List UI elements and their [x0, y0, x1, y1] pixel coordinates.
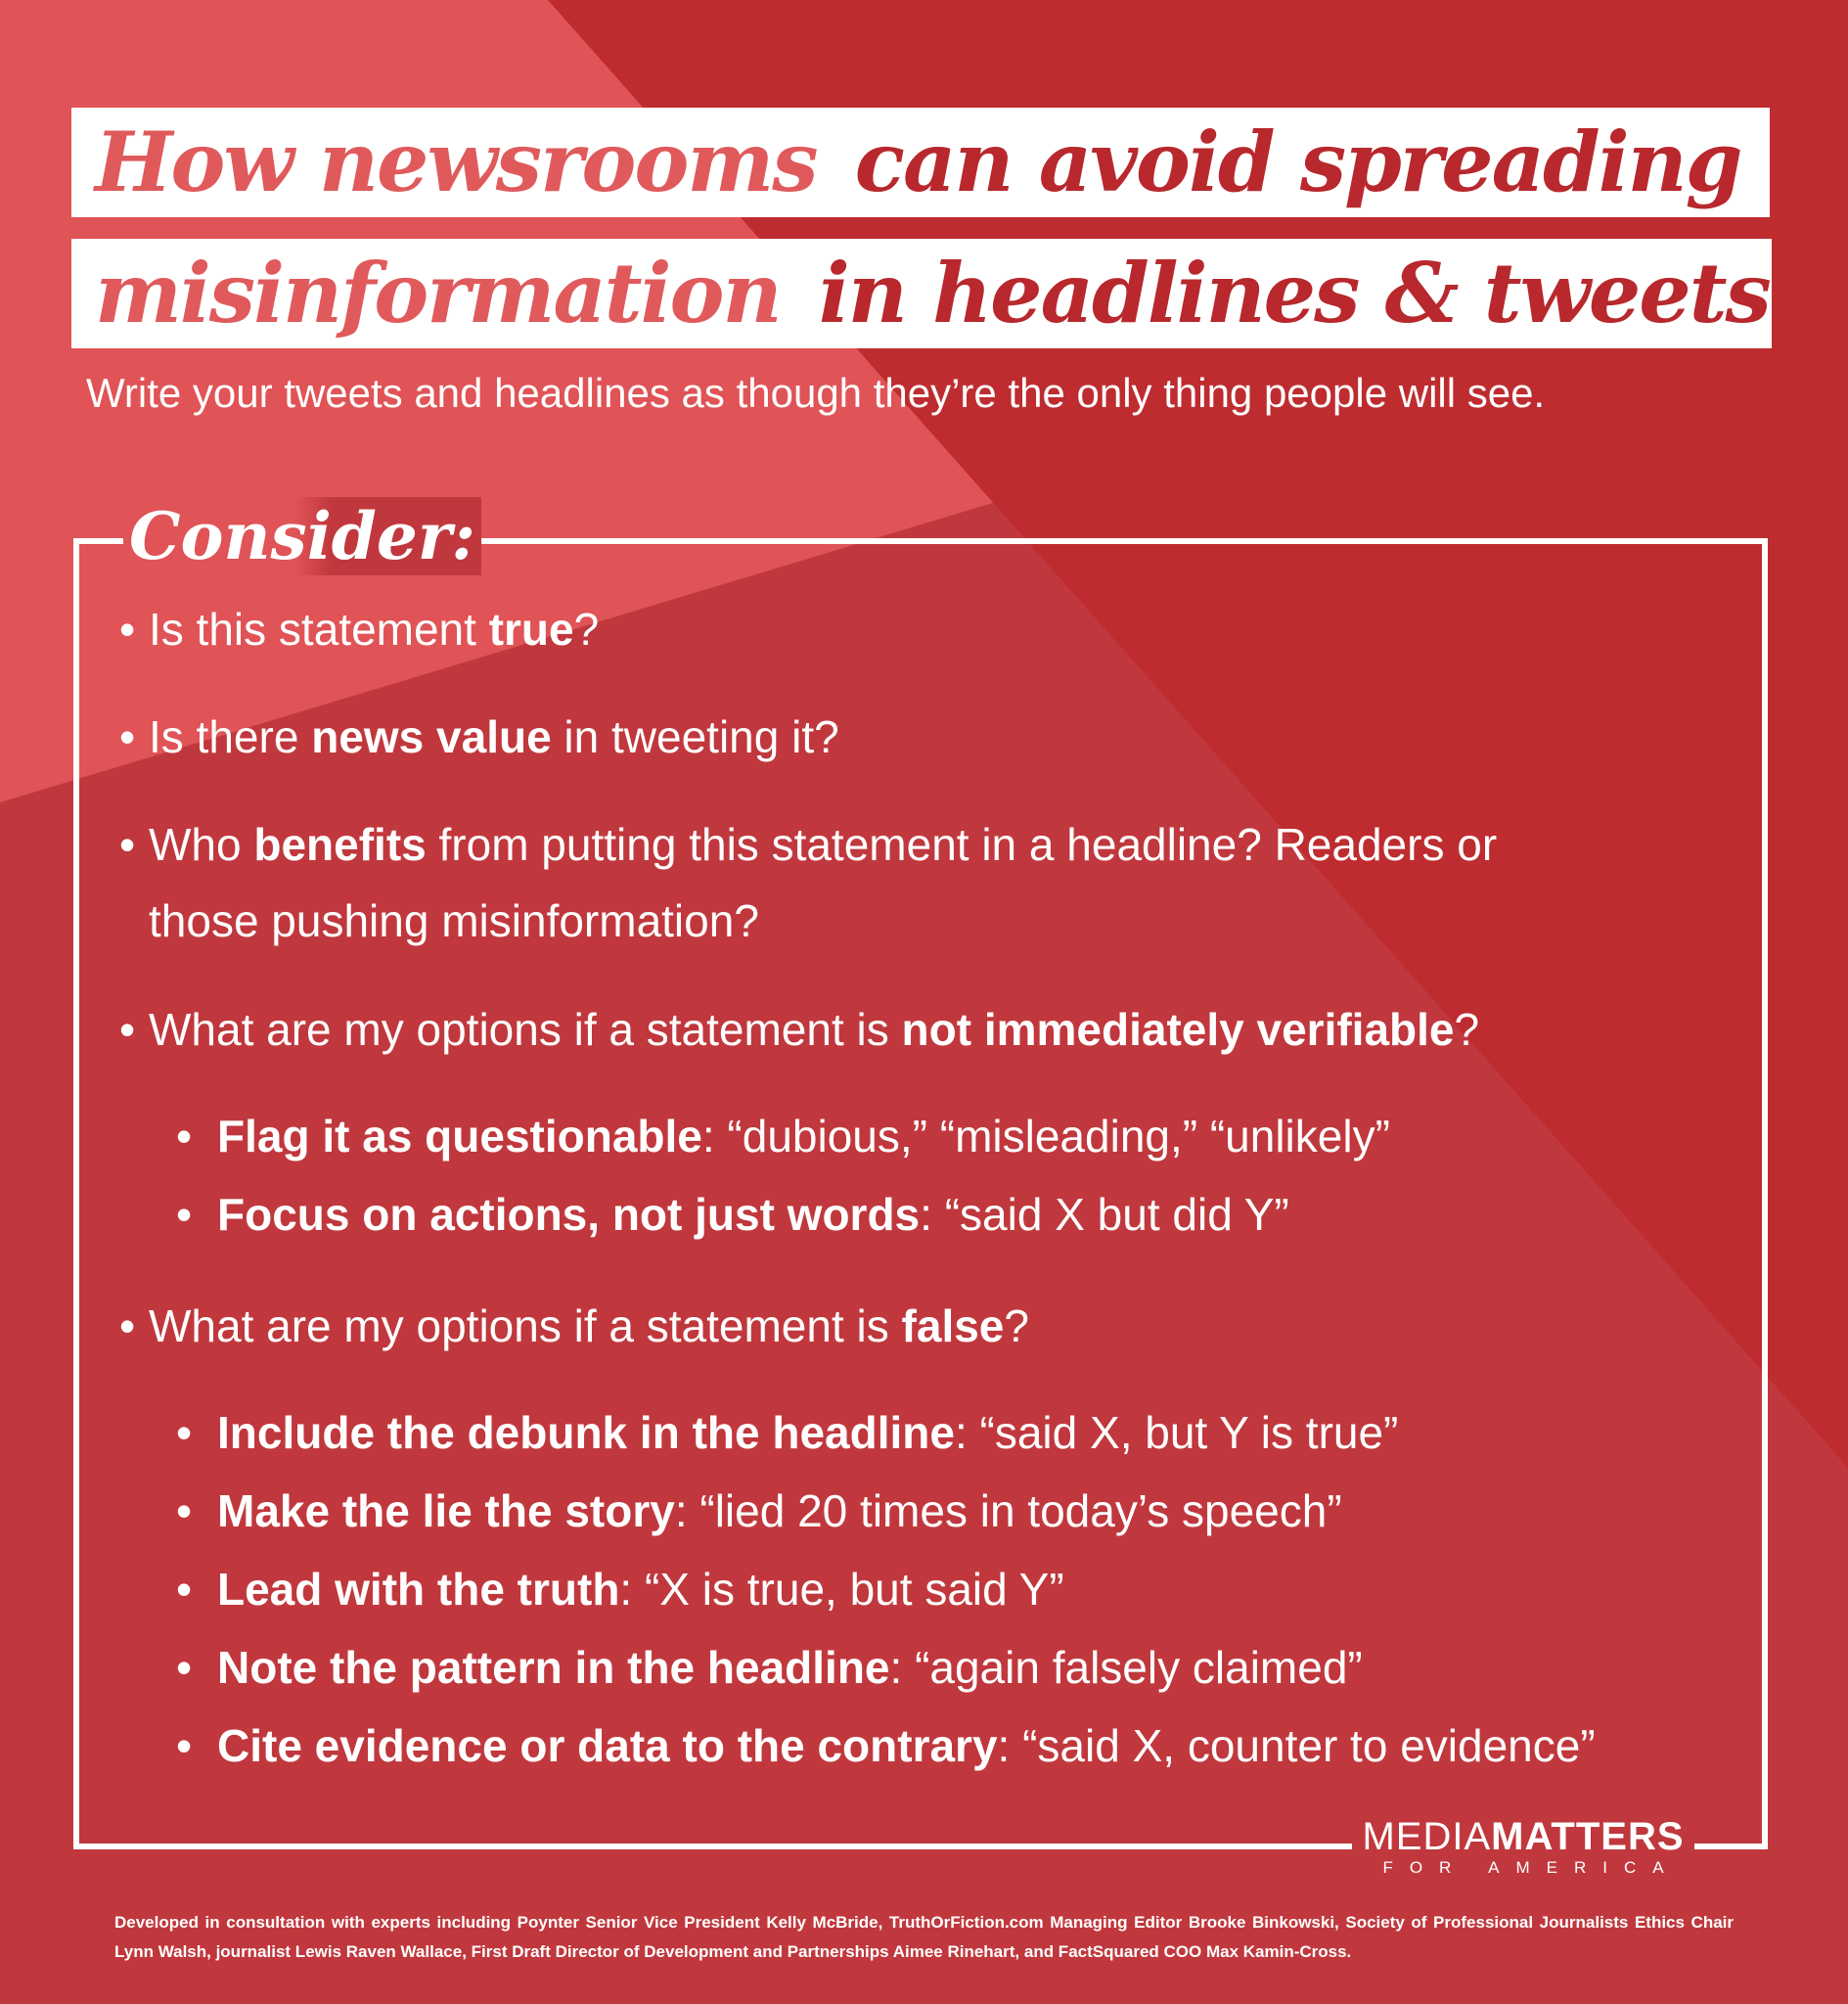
title-line-2-part-2: in headlines & tweets: [818, 245, 1770, 342]
list-item-news-value: • Is there news value in tweeting it?: [119, 699, 839, 775]
bullet-icon: •: [176, 1564, 193, 1615]
consider-heading: Consider:: [123, 497, 481, 575]
sub-item-flag-questionable: • Flag it as questionable: “dubious,” “misleading,” “unlikely”: [176, 1098, 1390, 1174]
sub-item-focus-actions: • Focus on actions, not just words: “said X but did Y”: [176, 1176, 1289, 1252]
list-item-true: • Is this statement true?: [119, 591, 599, 667]
title-line-1-part-1: How newsrooms: [95, 114, 817, 210]
title-line-2: [71, 239, 1772, 348]
sub-item-lie-the-story: • Make the lie the story: “lied 20 times in today’s speech”: [176, 1473, 1342, 1549]
title-line-1: [71, 108, 1770, 217]
bullet-icon: •: [119, 711, 136, 762]
logo-for-america: FOR AMERICA: [1382, 1858, 1681, 1877]
bullet-icon: •: [176, 1642, 193, 1693]
sub-item-cite-evidence: • Cite evidence or data to the contrary: “said X, counter to evidence”: [176, 1708, 1596, 1784]
list-item-false: • What are my options if a statement is false?: [119, 1288, 1029, 1364]
footer-credits: Developed in consultation with experts including Poynter Senior Vice President Kelly McBride, TruthOrFiction.com Managing Editor Brooke Binkowski, Society of Professional Journalists Ethics Chair Lynn Walsh, journalist Lewis Raven Wallace, First Draft Director of Development and Partnerships Aimee Rinehart, and FactSquared COO Max Kamin-Cross.: [114, 1913, 1734, 1961]
logo-media: MEDIA: [1362, 1815, 1492, 1858]
list-item-not-verifiable: • What are my options if a statement is not immediately verifiable?: [119, 991, 1479, 1068]
bullet-icon: •: [176, 1485, 193, 1536]
bullet-icon: •: [119, 1300, 136, 1351]
bullet-icon: •: [119, 819, 136, 870]
list-item-benefits-continued: those pushing misinformation?: [149, 895, 759, 946]
media-matters-logo: [1352, 1814, 1694, 1902]
sub-item-lead-with-truth: • Lead with the truth: “X is true, but said Y”: [176, 1551, 1064, 1627]
title-line-1-part-2: can avoid spreading: [854, 114, 1741, 210]
bullet-icon: •: [176, 1189, 193, 1240]
title-line-2-part-1: misinformation: [95, 245, 781, 342]
subtitle: Write your tweets and headlines as though they’re the only thing people will see.: [86, 370, 1546, 416]
bullet-icon: •: [176, 1407, 193, 1458]
bullet-icon: •: [119, 1004, 136, 1055]
bullet-icon: •: [119, 604, 136, 655]
bullet-icon: •: [176, 1111, 193, 1161]
bullet-icon: •: [176, 1720, 193, 1771]
logo-matters: MATTERS: [1491, 1815, 1685, 1858]
sub-item-include-debunk: • Include the debunk in the headline: “said X, but Y is true”: [176, 1394, 1398, 1471]
list-item-benefits: • Who benefits from putting this statement in a headline? Readers or: [119, 806, 1497, 883]
sub-item-note-pattern: • Note the pattern in the headline: “again falsely claimed”: [176, 1629, 1363, 1706]
